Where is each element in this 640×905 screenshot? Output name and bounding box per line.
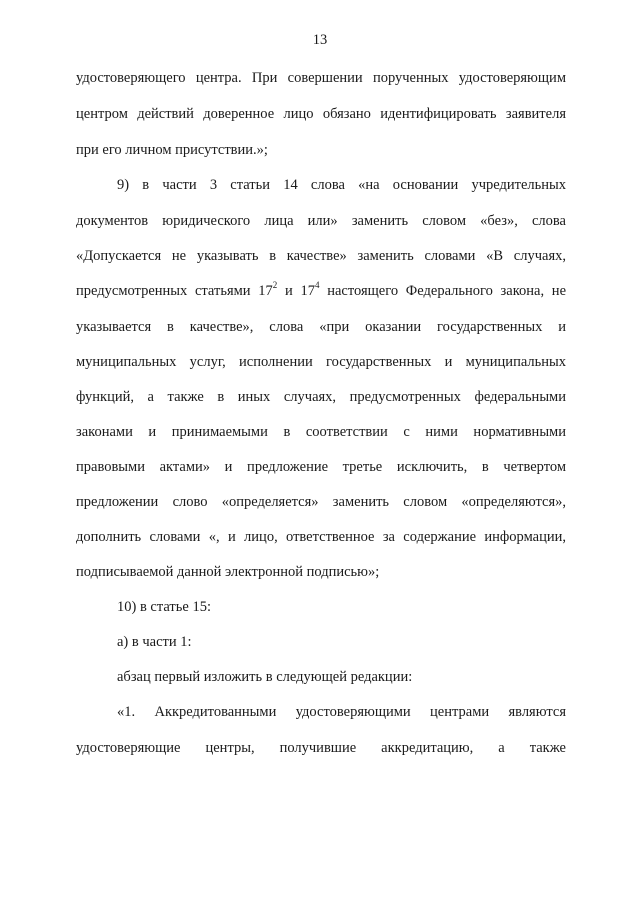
- text-line: указывается в качестве», слова «при оказании государственных и: [76, 319, 566, 335]
- text-line: дополнить словами «, и лицо, ответственное за содержание информации,: [76, 529, 566, 545]
- text-line: функций, а также в иных случаях, предусмотренных федеральными: [76, 389, 566, 405]
- text-segment: настоящего Федерального закона, не: [319, 283, 567, 299]
- text-line: документов юридического лица или» заменить словом «без», слова: [76, 213, 566, 229]
- superscript: 2: [272, 280, 278, 291]
- text-line: муниципальных услуг, исполнении государственных и муниципальных: [76, 354, 566, 370]
- text-line: удостоверяющие центры, получившие аккредитацию, а также: [76, 740, 566, 756]
- text-line: а) в части 1:: [117, 634, 192, 650]
- text-line: при его личном присутствии.»;: [76, 142, 268, 158]
- text-segment: и 17: [277, 283, 315, 299]
- text-line: «Допускается не указывать в качестве» заменить словами «В случаях,: [76, 248, 566, 264]
- text-line: предложении слово «определяется» заменить словом «определяются»,: [76, 494, 566, 510]
- text-line: «1. Аккредитованными удостоверяющими центрами являются: [117, 704, 566, 720]
- text-line: 9) в части 3 статьи 14 слова «на основании учредительных: [117, 177, 566, 193]
- text-line-with-superscripts: [76, 281, 566, 301]
- superscript: 4: [315, 280, 320, 291]
- text-line: удостоверяющего центра. При совершении порученных удостоверяющим: [76, 70, 566, 86]
- text-line: 10) в статье 15:: [117, 599, 211, 615]
- text-line: абзац первый изложить в следующей редакции:: [117, 669, 413, 685]
- text-segment: предусмотренных статьями 17: [76, 283, 273, 299]
- text-line: подписываемой данной электронной подписью»;: [76, 564, 380, 580]
- text-line: законами и принимаемыми в соответствии с ними нормативными: [76, 424, 566, 440]
- page-number: 13: [312, 32, 328, 48]
- text-line: правовыми актами» и предложение третье исключить, в четвертом: [76, 459, 566, 475]
- text-line: центром действий доверенное лицо обязано идентифицировать заявителя: [76, 106, 566, 122]
